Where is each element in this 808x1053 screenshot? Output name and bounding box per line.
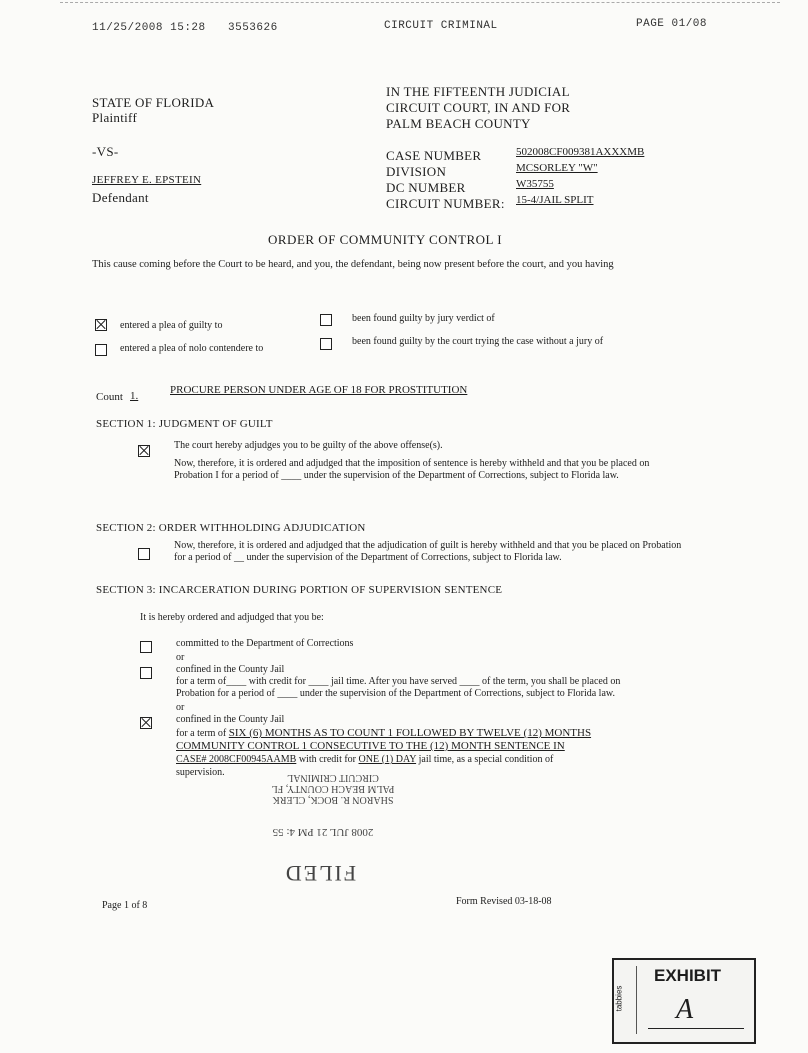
court-line-1: IN THE FIFTEENTH JUDICIAL bbox=[386, 84, 570, 99]
count-offense: PROCURE PERSON UNDER AGE OF 18 FOR PROSTITUTION bbox=[170, 384, 468, 396]
circuit-number-label: CIRCUIT NUMBER: bbox=[386, 196, 505, 211]
section3-county-jail-checkbox[interactable] bbox=[140, 717, 152, 729]
fax-datetime: 11/25/2008 15:28 bbox=[92, 22, 206, 34]
section1-paragraph: Now, therefore, it is ordered and adjudged that the imposition of sentence is hereby withheld and that you be placed on Probation I for a period of ____ under the supervision of the Department of Corrections, subject to Florida law. bbox=[174, 458, 650, 481]
section3-credit-line bbox=[176, 754, 553, 765]
section3-or-1: or bbox=[176, 652, 185, 663]
section3-county-jail-line1: confined in the County Jail bbox=[176, 714, 285, 725]
section3-intro: It is hereby ordered and adjudged that you be: bbox=[140, 612, 324, 623]
section2-paragraph: Now, therefore, it is ordered and adjudged that the adjudication of guilt is hereby withheld and that you be placed on Probation for a period of __ under the supervision of the Department of Corrections, subject to Florida law. bbox=[174, 540, 682, 563]
stamp-filed: FILED bbox=[283, 861, 357, 886]
section3-credit-pre: with credit for bbox=[298, 754, 357, 765]
section3-credit-post: jail time, as a special condition of bbox=[418, 754, 554, 765]
division-value: MCSORLEY "W" bbox=[516, 162, 598, 174]
section3-jail-split-line1: confined in the County Jail bbox=[176, 664, 285, 675]
court-line-3: PALM BEACH COUNTY bbox=[386, 116, 531, 131]
section2-checkbox[interactable] bbox=[138, 548, 150, 560]
jury-verdict-checkbox[interactable] bbox=[320, 314, 332, 326]
stamp-line-1: CIRCUIT CRIMINAL bbox=[287, 772, 379, 783]
plaintiff-name: STATE OF FLORIDA bbox=[92, 95, 215, 110]
exhibit-sticker bbox=[612, 958, 756, 1044]
court-line-2: CIRCUIT COURT, IN AND FOR bbox=[386, 100, 571, 115]
section3-jail-split-line2: for a term of____ with credit for ____ jail time. After you have served ____ of the term, you shall be placed on bbox=[176, 676, 621, 687]
court-trial-checkbox[interactable] bbox=[320, 338, 332, 350]
stamp-date: 2008 JUL 21 PM 4: 55 bbox=[272, 826, 374, 838]
exhibit-label: EXHIBIT bbox=[654, 966, 722, 985]
plaintiff-label: Plaintiff bbox=[92, 110, 138, 125]
plea-nolo-checkbox[interactable] bbox=[95, 344, 107, 356]
exhibit-line bbox=[648, 1028, 744, 1029]
clerk-stamp bbox=[248, 772, 418, 805]
count-label: Count bbox=[96, 391, 123, 403]
defendant-label: Defendant bbox=[92, 190, 149, 205]
section3-or-2: or bbox=[176, 702, 185, 713]
plea-guilty-checkbox[interactable] bbox=[95, 319, 107, 331]
section1-guilt-checkbox[interactable] bbox=[138, 445, 150, 457]
dc-number-value: W35755 bbox=[516, 178, 554, 190]
section3-case-number: CASE# 2008CF00945AAMB bbox=[176, 754, 297, 765]
circuit-number-value: 15-4/JAIL SPLIT bbox=[516, 194, 594, 206]
court-trial-label: been found guilty by the court trying the case without a jury of bbox=[352, 336, 604, 347]
order-title: ORDER OF COMMUNITY CONTROL I bbox=[268, 232, 503, 247]
dc-number-label: DC NUMBER bbox=[386, 180, 466, 195]
section1-heading: SECTION 1: JUDGMENT OF GUILT bbox=[96, 418, 273, 430]
exhibit-value: A bbox=[676, 994, 694, 1025]
plea-nolo-label: entered a plea of nolo contendere to bbox=[120, 343, 264, 354]
section1-adjudge-text: The court hereby adjudges you to be guilty of the above offense(s). bbox=[174, 440, 443, 451]
form-revised: Form Revised 03-18-08 bbox=[456, 896, 552, 907]
intro-text: This cause coming before the Court to be heard, and you, the defendant, being now present before the court, and you having bbox=[92, 259, 614, 270]
plea-guilty-label: entered a plea of guilty to bbox=[120, 320, 223, 331]
page-number: Page 1 of 8 bbox=[102, 900, 148, 911]
fax-number: 3553626 bbox=[228, 22, 278, 34]
section3-doc-label: committed to the Department of Corrections bbox=[176, 638, 354, 649]
division-label: DIVISION bbox=[386, 164, 447, 179]
stamp-line-3: SHARON R. BOCK, CLERK bbox=[272, 794, 394, 805]
stamp-line-2: PALM BEACH COUNTY, FL bbox=[271, 783, 395, 794]
section3-doc-checkbox[interactable] bbox=[140, 641, 152, 653]
exhibit-tab bbox=[614, 966, 637, 1034]
section3-credit-value: ONE (1) DAY bbox=[358, 754, 417, 765]
case-number-label: CASE NUMBER bbox=[386, 148, 482, 163]
section3-term-b: COMMUNITY CONTROL 1 CONSECUTIVE TO THE (12) MONTH SENTENCE IN bbox=[176, 740, 565, 752]
section3-jail-split-checkbox[interactable] bbox=[140, 667, 152, 679]
section3-jail-split-line3: Probation for a period of ____ under the supervision of the Department of Corrections, subject to Florida law. bbox=[176, 688, 615, 699]
fax-page: PAGE 01/08 bbox=[636, 18, 708, 30]
section3-supervision: supervision. bbox=[176, 767, 225, 778]
fax-dept: CIRCUIT CRIMINAL bbox=[384, 20, 498, 32]
section3-term-prefix: for a term of bbox=[176, 728, 227, 739]
jury-verdict-label: been found guilty by jury verdict of bbox=[352, 313, 495, 324]
fax-top-rule bbox=[60, 2, 780, 4]
section2-heading: SECTION 2: ORDER WITHHOLDING ADJUDICATION bbox=[96, 522, 366, 534]
section3-term-a: SIX (6) MONTHS AS TO COUNT 1 FOLLOWED BY TWELVE (12) MONTHS bbox=[228, 727, 592, 739]
section3-heading: SECTION 3: INCARCERATION DURING PORTION OF SUPERVISION SENTENCE bbox=[96, 584, 503, 596]
case-number-value: 502008CF009381AXXXMB bbox=[516, 146, 645, 158]
count-number: 1. bbox=[130, 390, 139, 402]
defendant-name: JEFFREY E. EPSTEIN bbox=[92, 174, 202, 186]
vs-label: -VS- bbox=[92, 144, 119, 159]
exhibit-brand: tabbies bbox=[614, 985, 624, 1012]
section3-term-line bbox=[176, 727, 591, 739]
